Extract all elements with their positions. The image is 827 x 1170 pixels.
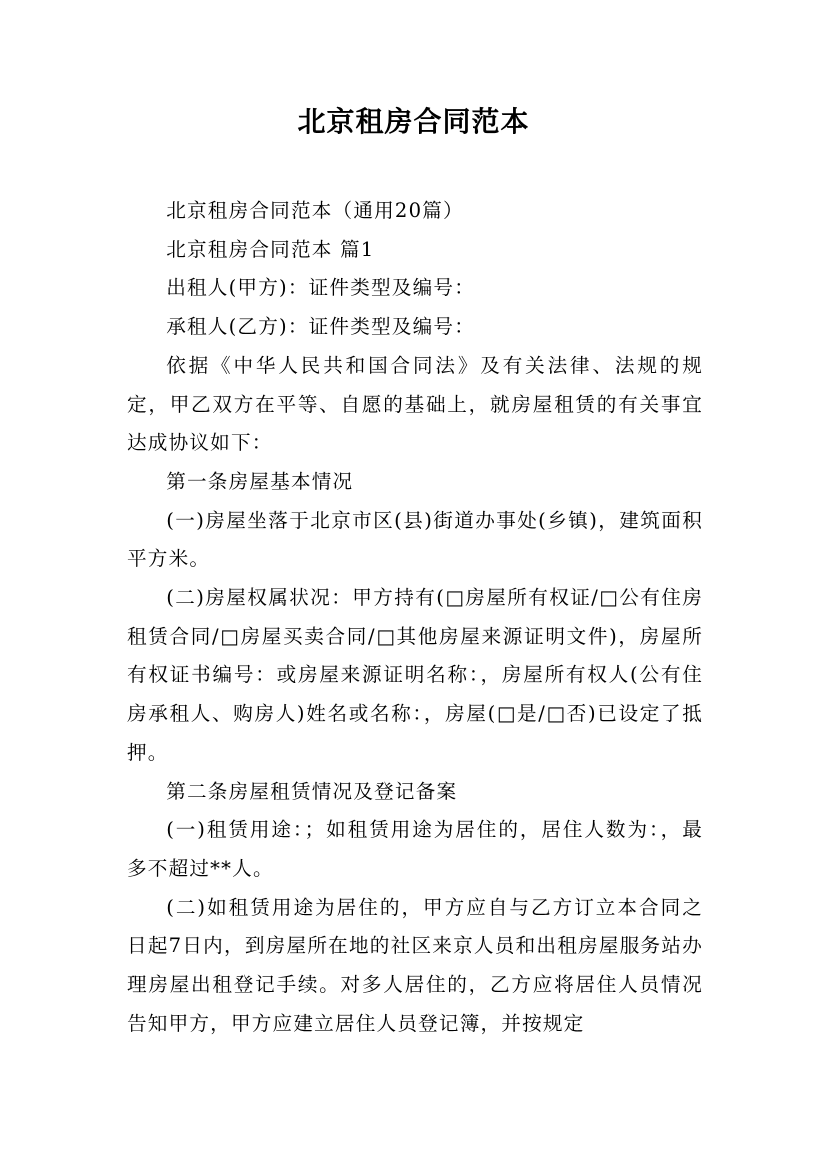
paragraph-lessor: 出租人(甲方)：证件类型及编号： — [166, 276, 475, 300]
paragraph-property-location: (一)房屋坐落于北京市区(县)街道办事处(乡镇)，建筑面积平方米。 — [127, 508, 703, 571]
paragraph-article-2-heading: 第二条房屋租赁情况及登记备案 — [166, 779, 458, 803]
document-title: 北京租房合同范本 — [297, 105, 530, 138]
paragraph-legal-basis: 依据《中华人民共和国合同法》及有关法律、法规的规定，甲乙双方在平等、自愿的基础上，就房屋租赁的有关事宜达成协议如下： — [127, 353, 703, 455]
paragraph-lessee: 承租人(乙方)：证件类型及编号： — [166, 315, 475, 339]
paragraph-property-ownership: (二)房屋权属状况：甲方持有(□房屋所有权证/□公有住房租赁合同/□房屋买卖合同/□其他房屋来源证明文件)，房屋所有权证书编号：或房屋来源证明名称：，房屋所有权人(公有住房承租人、购房人)姓名或名称：，房屋(□是/□否)已设定了抵押。 — [127, 586, 703, 764]
document-body — [127, 192, 703, 1043]
paragraph-registration: (二)如租赁用途为居住的，甲方应自与乙方订立本合同之日起7日内，到房屋所在地的社区来京人员和出租房屋服务站办理房屋出租登记手续。对多人居住的，乙方应将居住人员情况告知甲方，甲方应建立居住人员登记簿，并按规定 — [127, 895, 703, 1035]
paragraph-lease-purpose: (一)租赁用途：；如租赁用途为居住的，居住人数为：，最多不超过**人。 — [127, 818, 703, 880]
paragraph-article-1-heading: 第一条房屋基本情况 — [166, 469, 354, 493]
paragraph-contract-number: 北京租房合同范本 篇1 — [166, 237, 375, 261]
paragraph-collection-heading: 北京租房合同范本（通用20篇） — [166, 199, 464, 222]
